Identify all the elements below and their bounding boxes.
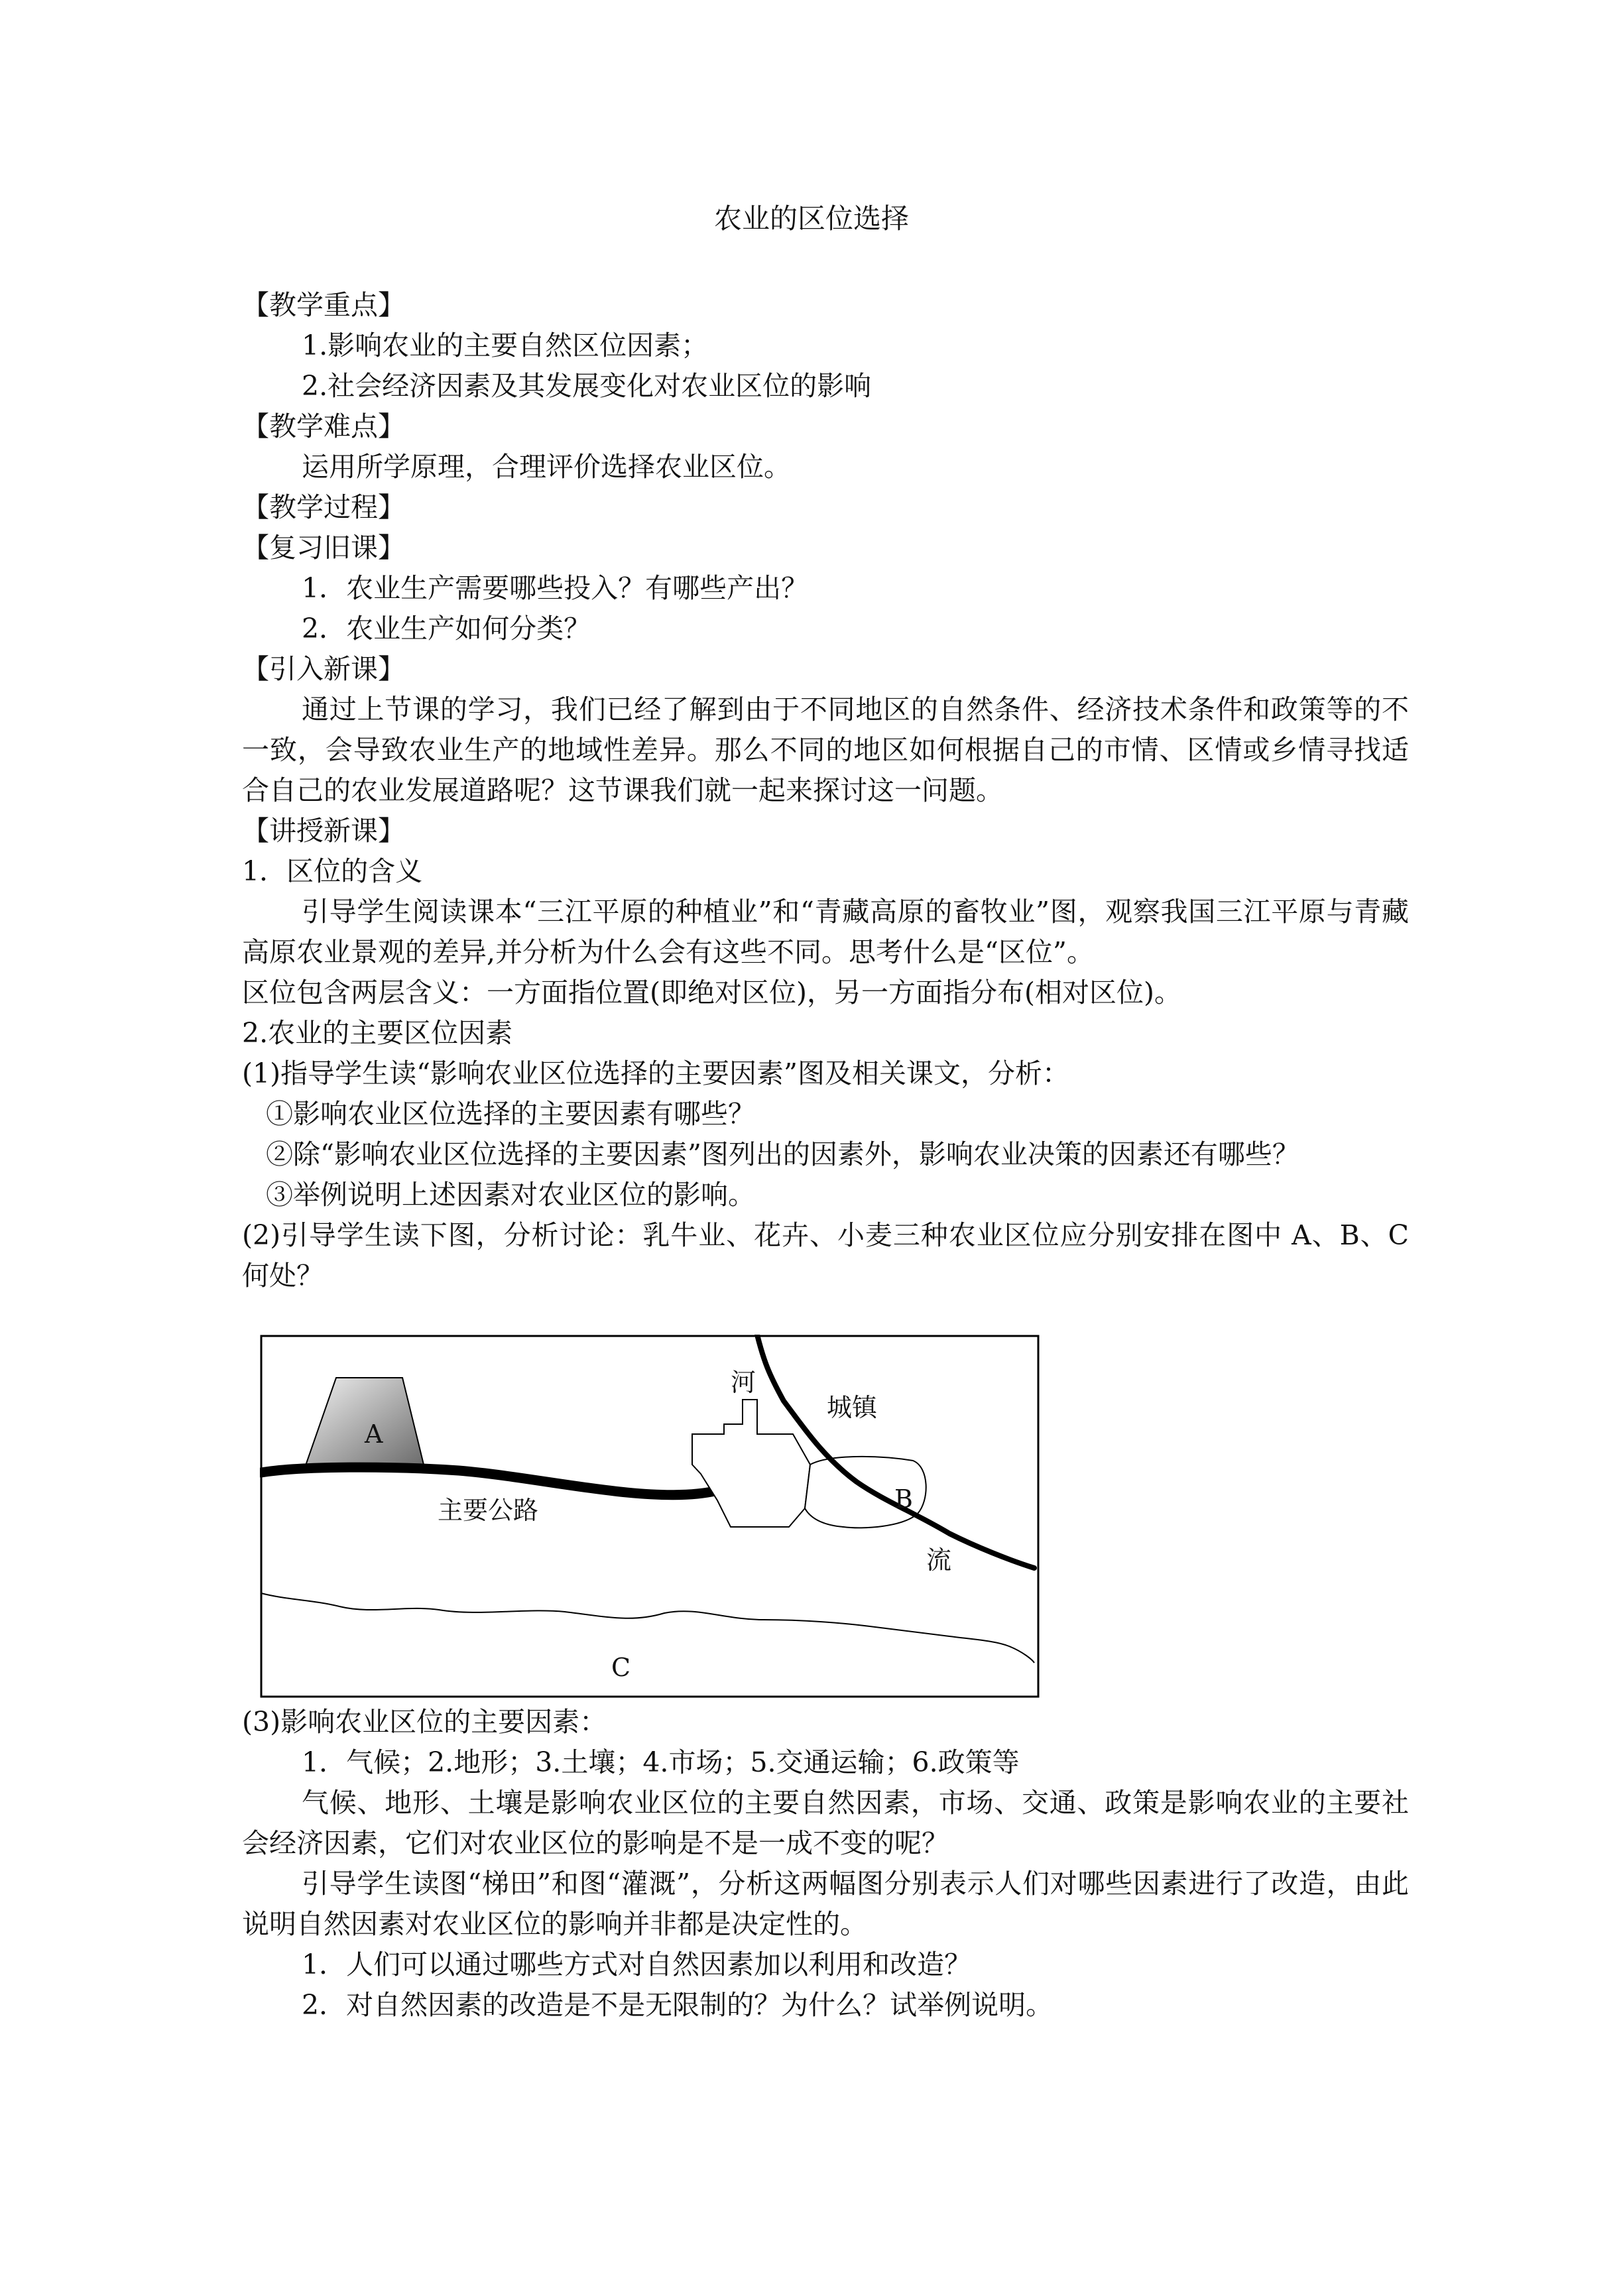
- section-2-question-1b: ②除“影响农业区位选择的主要因素”图列出的因素外，影响农业决策的因素还有哪些？: [266, 1138, 1299, 1170]
- section-2-question-1a: ①影响农业区位选择的主要因素有哪些？: [266, 1098, 755, 1130]
- review-question-1: 1．农业生产需要哪些投入？有哪些产出？: [302, 572, 809, 604]
- location-diagram-svg: [260, 1335, 1049, 1698]
- label-town: 城镇: [827, 1393, 878, 1422]
- intro-header: 【引入新课】: [242, 653, 405, 685]
- label-river-bottom: 流: [926, 1545, 952, 1575]
- main-road: [261, 1467, 749, 1495]
- final-question-2: 2．对自然因素的改造是不是无限制的？为什么？试举例说明。: [302, 1989, 1053, 2021]
- difficulty-header: 【教学难点】: [242, 410, 405, 442]
- section-1-definition: 区位包含两层含义：一方面指位置(即绝对区位)，另一方面指分布(相对区位)。: [242, 977, 1181, 1008]
- section-2-title: 2.农业的主要区位因素: [242, 1017, 513, 1049]
- location-diagram: [260, 1335, 1049, 1698]
- key-point-2: 2.社会经济因素及其发展变化对农业区位的影响: [302, 370, 872, 402]
- section-2-question-3: (3)影响农业区位的主要因素：: [242, 1706, 607, 1738]
- label-main-road: 主要公路: [438, 1496, 539, 1525]
- section-1-paragraph: 引导学生阅读课本“三江平原的种植业”和“青藏高原的畜牧业”图，观察我国三江平原与青藏高原农业景观的差异,并分析为什么会有这些不同。思考什么是“区位”。: [242, 896, 1409, 968]
- label-b: B: [894, 1484, 913, 1514]
- process-header: 【教学过程】: [242, 491, 405, 523]
- key-point-1: 1.影响农业的主要自然区位因素；: [302, 330, 709, 361]
- section-2-question-1: (1)指导学生读“影响农业区位选择的主要因素”图及相关课文，分析：: [242, 1057, 1069, 1089]
- review-question-2: 2．农业生产如何分类？: [302, 613, 591, 644]
- review-header: 【复习旧课】: [242, 532, 405, 564]
- section-2-question-2: (2)引导学生读下图，分析讨论：乳牛业、花卉、小麦三种农业区位应分别安排在图中 A、B、C 何处？: [242, 1219, 1409, 1292]
- terrace-irrigation-paragraph: 引导学生读图“梯田”和图“灌溉”，分析这两幅图分别表示人们对哪些因素进行了改造，由此说明自然因素对农业区位的影响并非都是决定性的。: [242, 1868, 1409, 1940]
- page-title: 农业的区位选择: [713, 202, 909, 235]
- factor-list: 1．气候；2.地形；3.土壤；4.市场；5.交通运输；6.政策等: [302, 1746, 1020, 1778]
- difficulty-1: 运用所学原理，合理评价选择农业区位。: [302, 451, 791, 483]
- label-river-top: 河: [731, 1368, 756, 1397]
- section-1-title: 1．区位的含义: [242, 855, 423, 887]
- label-c: C: [611, 1653, 631, 1682]
- final-question-1: 1．人们可以通过哪些方式对自然因素加以利用和改造？: [302, 1949, 972, 1980]
- lecture-header: 【讲授新课】: [242, 815, 405, 847]
- area-c-boundary: [261, 1593, 1034, 1663]
- label-a: A: [365, 1420, 383, 1449]
- factor-paragraph: 气候、地形、土壤是影响农业区位的主要自然因素，市场、交通、政策是影响农业的主要社会经济因素，它们对农业区位的影响是不是一成不变的呢？: [242, 1787, 1409, 1859]
- town-outline: [692, 1400, 810, 1527]
- intro-paragraph: 通过上节课的学习，我们已经了解到由于不同地区的自然条件、经济技术条件和政策等的不一致，会导致农业生产的地域性差异。那么不同的地区如何根据自己的市情、区情或乡情寻找适合自己的农业发展道路呢？这节课我们就一起来探讨这一问题。: [242, 694, 1409, 806]
- document-body: [242, 285, 1409, 2025]
- key-points-header: 【教学重点】: [242, 289, 405, 321]
- section-2-question-1c: ③举例说明上述因素对农业区位的影响。: [266, 1179, 755, 1211]
